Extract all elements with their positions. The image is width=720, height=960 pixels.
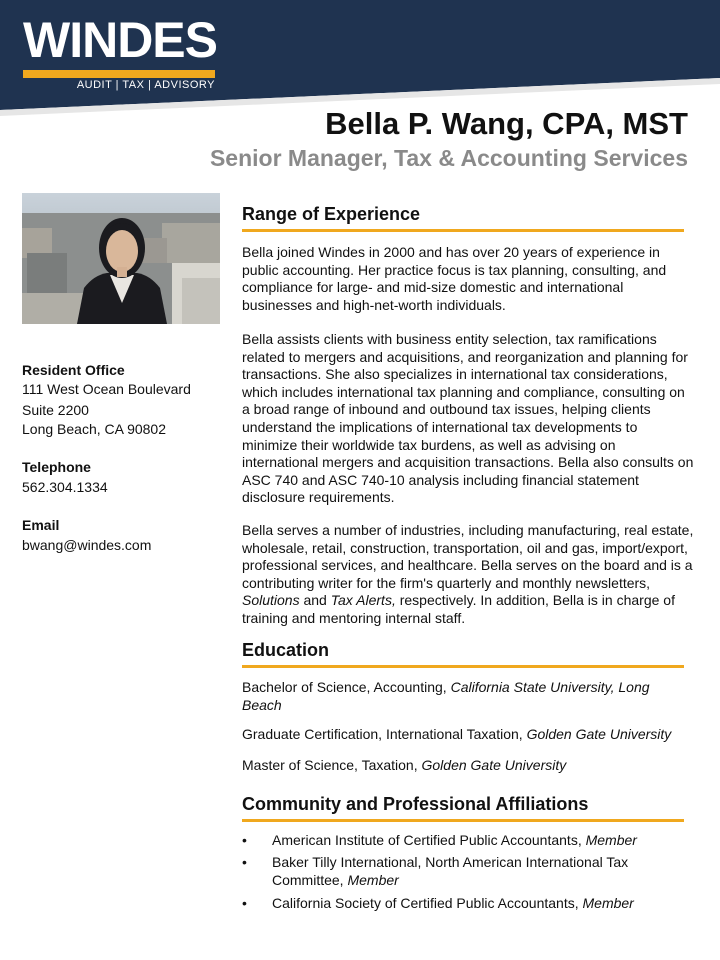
affiliations-heading: Community and Professional Affiliations xyxy=(242,794,589,814)
bullet-icon: • xyxy=(242,832,247,848)
windes-logo xyxy=(15,8,223,94)
experience-heading: Range of Experience xyxy=(242,204,421,224)
portrait-photo xyxy=(22,193,220,324)
address-line-2: Suite 2200 xyxy=(22,402,89,418)
experience-paragraph-3: Bella serves a number of industries, including manufacturing, real estate, wholesale, retail, construction, transportation, oil and gas, import/export, professional services, and healthcare. Bella serves on the board and is a contributing writer for the firm's quarterly and monthly newsletters, Solutions and Tax Alerts, respectively. In addition, Bella is in charge of training and mentoring internal staff. xyxy=(242,522,694,626)
person-title: Senior Manager, Tax & Accounting Services xyxy=(209,145,688,171)
affiliations-rule xyxy=(242,819,684,822)
email-label: Email xyxy=(22,517,60,533)
resident-office-label: Resident Office xyxy=(22,362,125,378)
education-item-3: Master of Science, Taxation, Golden Gate University xyxy=(242,757,567,773)
experience-paragraph-2: Bella assists clients with business entity selection, tax ramifications related to mergers and acquisitions, and reorganization and planning for transactions. She also specializes in international tax considerations, which includes international tax planning and compliance, consulting on a broad range of inbound and outbound tax issues, helping clients understand the implications of international tax developments to minimize their worldwide tax burdens, as well as advising on international mergers and acquisition transactions. Bella also consults on ASC 740 and ASC 740-10 analysis including financial statement disclosure requirements. xyxy=(242,331,694,506)
person-name: Bella P. Wang, CPA, MST xyxy=(325,106,688,141)
experience-paragraph-1: Bella joined Windes in 2000 and has over 20 years of experience in public accounting. Her practice focus is tax planning, consulting, and compliance for large- and mid-size domestic and international businesses and high-net-worth individuals. xyxy=(242,244,667,313)
logo-wordmark: WINDES xyxy=(23,12,217,68)
address-line-1: 111 West Ocean Boulevard xyxy=(22,381,191,397)
logo-accent-bar xyxy=(23,70,215,78)
telephone-label: Telephone xyxy=(22,459,91,475)
education-item-1: Bachelor of Science, Accounting, California State University, Long Beach xyxy=(242,679,650,713)
education-item-2: Graduate Certification, International Taxation, Golden Gate University xyxy=(242,726,672,742)
email-value: bwang@windes.com xyxy=(22,537,152,553)
logo-tagline: AUDIT | TAX | ADVISORY xyxy=(76,79,215,91)
telephone-value: 562.304.1334 xyxy=(22,479,108,495)
bullet-icon: • xyxy=(242,895,247,911)
education-rule xyxy=(242,665,684,668)
bullet-icon: • xyxy=(242,854,247,870)
experience-rule xyxy=(242,229,684,232)
address-line-3: Long Beach, CA 90802 xyxy=(22,421,167,437)
education-heading: Education xyxy=(242,640,330,660)
